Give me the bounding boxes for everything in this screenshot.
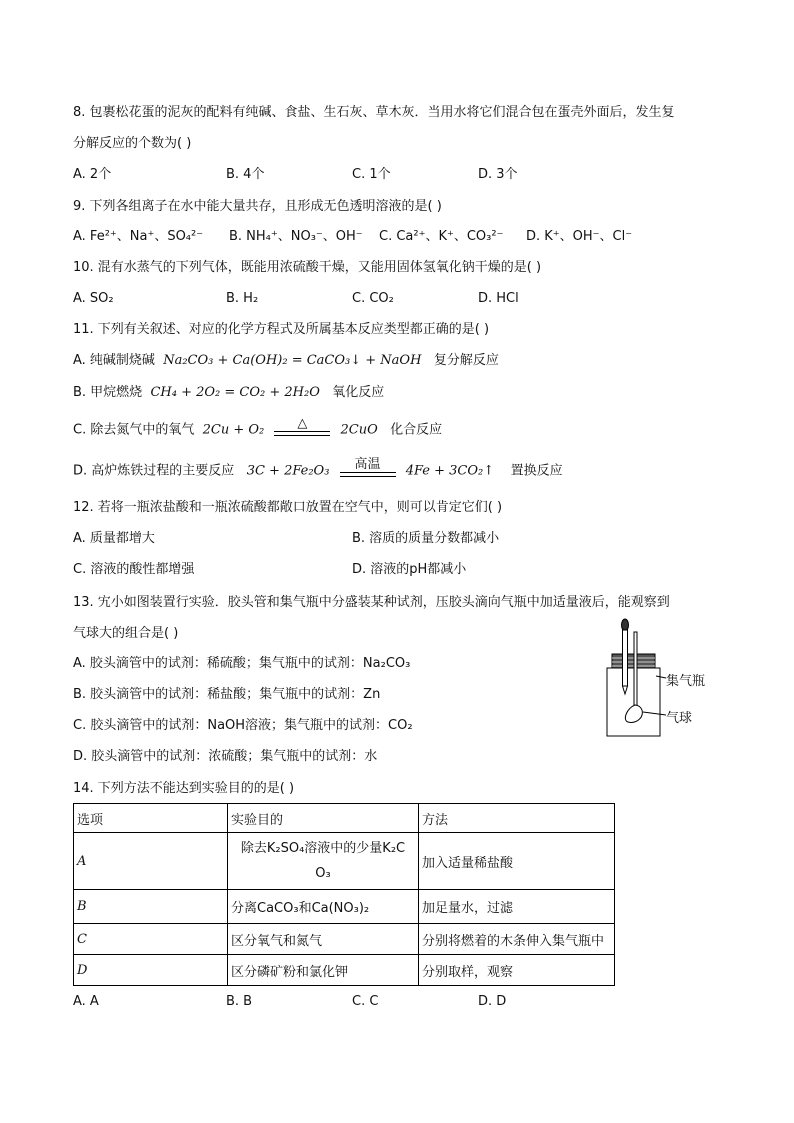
q11-d-condition: 高温	[354, 457, 381, 472]
q13-option-b: B. 胶头滴管中的试剂：稀盐酸；集气瓶中的试剂：Zn	[73, 687, 381, 702]
q14-option-c: C. C	[352, 994, 379, 1009]
q11-stem: 11. 下列有关叙述、对应的化学方程式及所属基本反应类型都正确的是( )	[73, 322, 490, 337]
q9-stem: 9. 下列各组离子在水中能大量共存，且形成无色透明溶液的是( )	[73, 199, 442, 214]
row-b-option: B	[74, 890, 228, 924]
q11-d-condition-arrow	[338, 457, 398, 481]
header-goal: 实验目的	[228, 804, 419, 833]
row-c-goal: 区分氧气和氮气	[228, 924, 419, 955]
dropper-bulb	[622, 619, 629, 631]
header-option: 选项	[74, 804, 228, 833]
q11-d-label: D. 高炉炼铁过程的主要反应	[73, 463, 235, 479]
q8-option-c: C. 1个	[352, 167, 391, 182]
row-b-goal: 分离CaCO₃和Ca(NO₃)₂	[228, 890, 419, 924]
q11-b-label: B. 甲烷燃烧	[73, 385, 143, 400]
table-row	[74, 833, 615, 890]
q9-option-c: C. Ca²⁺、K⁺、CO₃²⁻	[379, 229, 504, 244]
table-row	[74, 890, 615, 924]
row-a-method: 加入适量稀盐酸	[419, 833, 615, 890]
q13-stem-line1: 13. 宄小如图装置行实验．胶头管和集气瓶中分盛装某种试剂，压胶头滴向气瓶中加适量液后，能观察到	[73, 595, 670, 610]
q12-option-c: C. 溶液的酸性都增强	[73, 562, 195, 577]
q10-option-d: D. HCl	[478, 291, 519, 306]
q11-a-type: 复分解反应	[433, 353, 499, 368]
q14-option-d: D. D	[478, 994, 507, 1009]
row-c-option: C	[74, 924, 228, 955]
q11-b-type: 氧化反应	[332, 385, 385, 400]
row-c-method: 分别将燃着的木条伸入集气瓶中	[419, 924, 615, 955]
q10-option-b: B. H₂	[226, 291, 259, 306]
q8-option-a: A. 2个	[73, 167, 112, 182]
q11-c-condition: △	[297, 416, 308, 431]
q11-option-c	[73, 416, 443, 441]
figure-label-bottle: 集气瓶	[666, 674, 706, 689]
q11-a-label: A. 纯碱制烧碱	[73, 353, 155, 368]
q12-option-b: B. 溶质的质量分数都减小	[352, 531, 500, 546]
table-row	[74, 924, 615, 955]
q11-c-left: 2Cu + O₂	[202, 422, 265, 438]
q12-stem: 12. 若将一瓶浓盐酸和一瓶浓硫酸都敞口放置在空气中，则可以肯定它们( )	[73, 500, 503, 515]
q14-table	[73, 803, 615, 986]
glass-tube	[634, 632, 637, 706]
q10-option-a: A. SO₂	[73, 291, 114, 306]
q8-stem-line2: 分解反应的个数为( )	[73, 136, 192, 151]
q11-option-d	[73, 457, 563, 482]
q11-option-a	[73, 352, 499, 370]
q11-d-left: 3C + 2Fe₂O₃	[246, 463, 330, 479]
q12-option-a: A. 质量都增大	[73, 531, 155, 546]
q9-option-a: A. Fe²⁺、Na⁺、SO₄²⁻	[73, 229, 204, 244]
row-a-option: A	[74, 833, 228, 890]
q13-option-d: D. 胶头滴管中的试剂：浓硫酸；集气瓶中的试剂：水	[73, 749, 378, 764]
row-d-method: 分别取样，观察	[419, 955, 615, 986]
table-header-row	[74, 804, 615, 833]
q9-option-d: D. K⁺、OH⁻、Cl⁻	[526, 229, 633, 244]
q11-c-type: 化合反应	[390, 422, 443, 438]
q8-option-b: B. 4个	[226, 167, 265, 182]
q8-option-d: D. 3个	[478, 167, 518, 182]
row-a-goal-line2: O₃	[315, 866, 331, 881]
row-d-goal: 区分磷矿粉和氯化钾	[228, 955, 419, 986]
q14-option-a: A. A	[73, 994, 99, 1009]
dropper-tube	[623, 630, 628, 686]
row-b-method: 加足量水，过滤	[419, 890, 615, 924]
q11-c-condition-arrow	[272, 416, 332, 440]
row-d-option: D	[74, 955, 228, 986]
q9-option-b: B. NH₄⁺、NO₃⁻、OH⁻	[229, 229, 363, 244]
q14-option-b: B. B	[226, 994, 253, 1009]
q10-option-c: C. CO₂	[352, 291, 394, 306]
figure-label-balloon: 气球	[666, 711, 693, 726]
q13-option-a: A. 胶头滴管中的试剂：稀硫酸；集气瓶中的试剂：Na₂CO₃	[73, 656, 411, 671]
q13-option-c: C. 胶头滴管中的试剂：NaOH溶液；集气瓶中的试剂：CO₂	[73, 718, 413, 733]
header-method: 方法	[419, 804, 615, 833]
q11-d-type: 置换反应	[510, 463, 563, 479]
q11-c-label: C. 除去氮气中的氧气	[73, 422, 195, 438]
q11-option-b	[73, 384, 384, 402]
q10-stem: 10. 混有水蒸气的下列气体，既能用浓硫酸干燥，又能用固体氢氧化钠干燥的是( )	[73, 260, 542, 275]
q11-b-equation: CH₄ + 2O₂ = CO₂ + 2H₂O	[150, 385, 320, 400]
q11-c-right: 2CuO	[340, 422, 378, 438]
q11-a-equation: Na₂CO₃ + Ca(OH)₂ = CaCO₃↓ + NaOH	[163, 353, 422, 368]
q13-stem-line2: 气球大的组合是( )	[73, 626, 179, 641]
table-row	[74, 955, 615, 986]
q11-d-right: 4Fe + 3CO₂↑	[405, 463, 495, 479]
q14-stem: 14. 下列方法不能达到实验目的的是( )	[73, 781, 295, 796]
q12-option-d: D. 溶液的pH都减小	[352, 562, 467, 577]
row-a-goal-line1: 除去K₂SO₄溶液中的少量K₂C	[240, 841, 406, 856]
q8-stem-line1: 8. 包裹松花蛋的泥灰的配料有纯碱、食盐、生石灰、草木灰．当用水将它们混合包在蛋壳外面后，发生复	[73, 105, 675, 120]
row-a-goal	[228, 833, 419, 890]
